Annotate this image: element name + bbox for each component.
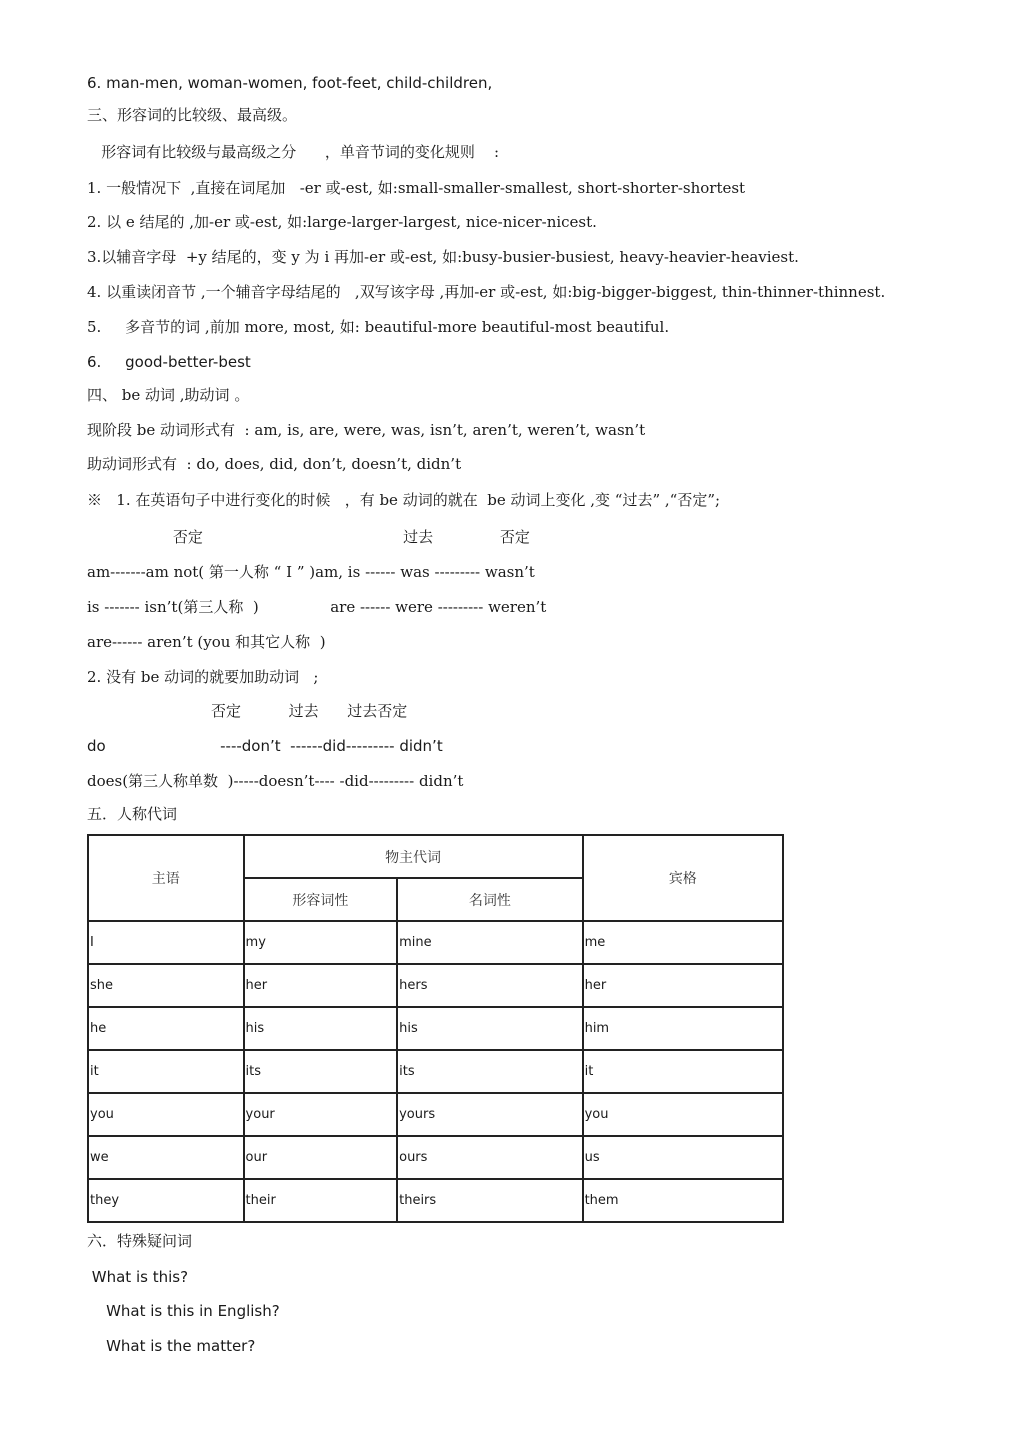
table-cell: mine xyxy=(397,921,582,964)
text-line: What is this in English? xyxy=(87,1302,280,1320)
text-line: 2. 以 e 结尾的 ,加-er 或-est, 如:large-larger-largest, nice-nicer-nicest. xyxy=(87,213,597,231)
table-row xyxy=(88,964,783,1007)
table-cell: your xyxy=(244,1093,398,1136)
text-line: 三、形容词的比较级、最高级。 xyxy=(87,106,298,124)
table-cell: it xyxy=(88,1050,244,1093)
table-cell: their xyxy=(244,1179,398,1222)
table-cell: her xyxy=(583,964,783,1007)
text-line: What is this? xyxy=(87,1268,189,1286)
table-cell: you xyxy=(583,1093,783,1136)
table-cell: ours xyxy=(397,1136,582,1179)
text-line: What is the matter? xyxy=(87,1337,256,1355)
text-line: 6. man-men, woman-women, foot-feet, child-children, xyxy=(87,74,493,92)
table-cell: our xyxy=(244,1136,398,1179)
header-object: 宾格 xyxy=(583,835,783,921)
table-cell: yours xyxy=(397,1093,582,1136)
header-subject: 主语 xyxy=(88,835,244,921)
table-cell: he xyxy=(88,1007,244,1050)
header-noun: 名词性 xyxy=(397,878,582,921)
table-row xyxy=(88,1007,783,1050)
text-line: 1. 一般情况下 ,直接在词尾加 -er 或-est, 如:small-smaller-smallest, short-shorter-shortest xyxy=(87,179,746,197)
text-line: 助动词形式有 : do, does, did, don’t, doesn’t, didn’t xyxy=(87,455,462,473)
personal-pronoun-table xyxy=(87,834,784,1223)
table-cell: me xyxy=(583,921,783,964)
text-line: am-------am not( 第一人称 “ I ” )am, is ------ was --------- wasn’t xyxy=(87,563,535,581)
table-cell: hers xyxy=(397,964,582,1007)
table-cell: we xyxy=(88,1136,244,1179)
table-cell: they xyxy=(88,1179,244,1222)
text-line: is ------- isn’t(第三人称 ) are ------ were --------- weren’t xyxy=(87,598,547,616)
text-line: 否定 过去 过去否定 xyxy=(87,702,408,720)
text-line: do ----don’t ------did--------- didn’t xyxy=(87,737,443,755)
table-row xyxy=(88,921,783,964)
table-cell: its xyxy=(397,1050,582,1093)
text-line: 四、 be 动词 ,助动词 。 xyxy=(87,386,250,404)
table-row xyxy=(88,1136,783,1179)
text-line: 现阶段 be 动词形式有 : am, is, are, were, was, isn’t, aren’t, weren’t, wasn’t xyxy=(87,421,646,439)
table-cell: you xyxy=(88,1093,244,1136)
text-line: 6. good-better-best xyxy=(87,353,251,371)
text-line: 五．人称代词 xyxy=(87,805,178,823)
table-cell: it xyxy=(583,1050,783,1093)
text-line: 形容词有比较级与最高级之分 ，单音节词的变化规则 : xyxy=(87,143,500,161)
table-cell: her xyxy=(244,964,398,1007)
text-line: 否定 过去 否定 xyxy=(87,528,530,546)
table-cell: us xyxy=(583,1136,783,1179)
text-line: are------ aren’t (you 和其它人称 ) xyxy=(87,633,326,651)
text-line: does(第三人称单数 )-----doesn’t---- -did--------- didn’t xyxy=(87,772,464,790)
table-cell: my xyxy=(244,921,398,964)
text-line: 2. 没有 be 动词的就要加助动词 ; xyxy=(87,668,319,686)
table-cell: them xyxy=(583,1179,783,1222)
text-line: ※ 1. 在英语句子中进行变化的时候 ，有 be 动词的就在 be 动词上变化 ,变 “过去” ,“否定”; xyxy=(87,491,721,509)
table-row xyxy=(88,1179,783,1222)
table-cell: theirs xyxy=(397,1179,582,1222)
table-cell: him xyxy=(583,1007,783,1050)
table-cell: its xyxy=(244,1050,398,1093)
table-cell: his xyxy=(397,1007,582,1050)
text-line: 4. 以重读闭音节 ,一个辅音字母结尾的 ,双写该字母 ,再加-er 或-est, 如:big-bigger-biggest, thin-thinner-thinnest. xyxy=(87,283,886,301)
text-line: 3.以辅音字母 +y 结尾的，变 y 为 i 再加-er 或-est, 如:busy-busier-busiest, heavy-heavier-heaviest. xyxy=(87,248,799,266)
table-cell: I xyxy=(88,921,244,964)
text-line: 六．特殊疑问词 xyxy=(87,1232,193,1250)
table-cell: his xyxy=(244,1007,398,1050)
header-possessive: 物主代词 xyxy=(244,835,583,878)
table-row xyxy=(88,1093,783,1136)
table-row xyxy=(88,1050,783,1093)
header-adjective: 形容词性 xyxy=(244,878,398,921)
text-line: 5. 多音节的词 ,前加 more, most, 如: beautiful-more beautiful-most beautiful. xyxy=(87,318,670,336)
table-cell: she xyxy=(88,964,244,1007)
